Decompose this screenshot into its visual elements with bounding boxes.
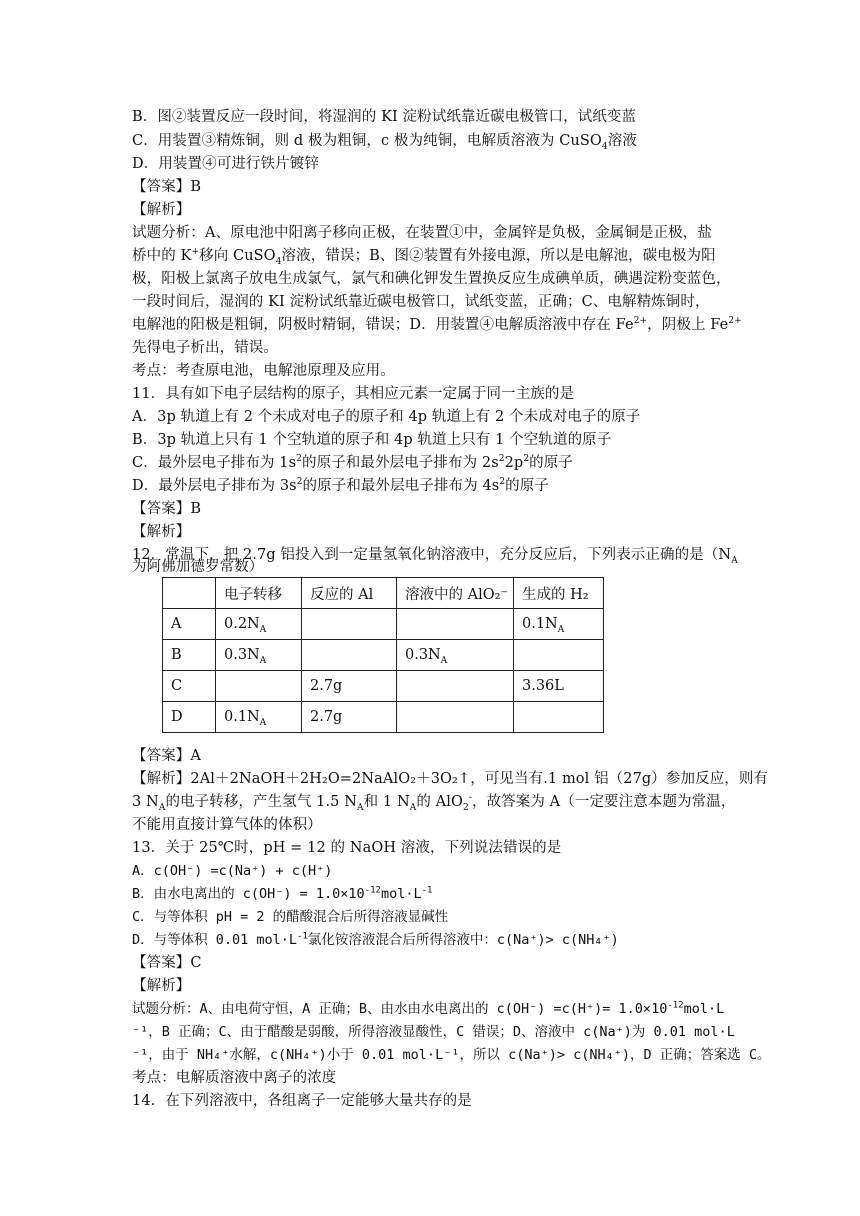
q10-analysis-line-2: 桥中的 K+移向 CuSO$_4$溶液，错误；B、图②装置有外接电源，所以是电解池，碳电极为阳 [132, 247, 716, 267]
q10-option-b: B．图②装置反应一段时间，将湿润的 KI 淀粉试纸靠近碳电极管口，试纸变蓝 [132, 109, 637, 125]
q10-answer: 【答案】B [132, 179, 202, 195]
table-cell: $0.3N_A$ [397, 640, 514, 671]
q11-answer: 【答案】B [132, 501, 202, 517]
table-header-cell: 反应的 Al [302, 578, 397, 609]
q13-analysis-line-1: 试题分析：A、由电荷守恒，A 正确；B、由水由水电离出的 $c(OH^-) =c(H^+)= 1.0\times 10^{-12}mol\cdot L$ [132, 1000, 725, 1017]
q12-analysis-line-3: 不能用直接计算气体的体积） [132, 817, 322, 833]
q10-analysis-line-1: 试题分析：A、原电池中阳离子移向正极，在装置①中，金属锌是负极，金属铜是正极，盐 [132, 225, 712, 241]
table-cell: 2.7g [302, 702, 397, 733]
table-row [163, 640, 604, 671]
q10-option-c: C．用装置③精炼铜，则 d 极为粗铜，c 极为纯铜，电解质溶液为 CuSO$_4$溶液 [132, 133, 637, 152]
q10-analysis-line-4: 一段时间后，湿润的 KI 淀粉试纸靠近碳电极管口，试纸变蓝，正确；C、电解精炼铜时， [132, 294, 710, 310]
q13-analysis-line-2: ⁻¹，B 正确；C、由于醋酸是弱酸，所得溶液显酸性，C 错误；D、溶液中 c(Na⁺)为 0.01 mol·L [132, 1024, 735, 1040]
q14-stem: 14．在下列溶液中，各组离子一定能够大量共存的是 [132, 1093, 472, 1109]
table-cell: A [163, 609, 216, 640]
q10-analysis-line-5: 电解池的阳极是粗铜，阴极时精铜，错误；D．用装置④电解质溶液中存在 $Fe^{2+}$，阴极上 $Fe^{2+}$ [132, 316, 742, 333]
q13-option-a: A．c(OH⁻) =c(Na⁺) + c(H⁺) [132, 863, 333, 879]
q13-stem: 13．关于 25℃时，pH = 12 的 NaOH 溶液，下列说法错误的是 [132, 840, 562, 856]
table-row [163, 702, 604, 733]
q12-stem-line-1: 12．常温下，把 2.7g 铝投入到一定量氢氧化钠溶液中，充分反应后，下列表示正确的是（$N_A$ [132, 547, 738, 566]
q12-analysis-line-2: 3 $N_A$的电子转移，产生氢气 1.5 $N_A$和 1 $N_A$的 AlO$_2$-，故答案为 A（一定要注意本题为常温， [132, 793, 736, 813]
q13-option-d: D．与等体积 0.01 $mol\cdot L^{-1}$氯化铵溶液混合后所得溶液中：c(Na⁺)> c(NH₄⁺) [132, 931, 619, 948]
q12-answer: 【答案】A [132, 748, 201, 764]
table-cell: 3.36L [514, 671, 604, 702]
table-cell: $0.1N_A$ [514, 609, 604, 640]
q13-kaodian: 考点：电解质溶液中离子的浓度 [132, 1070, 337, 1086]
table-cell: $0.2N_A$ [216, 609, 302, 640]
table-header-row [163, 578, 604, 609]
table-cell [397, 609, 514, 640]
q12-analysis-line-1: 【解析】2Al＋2NaOH＋2H₂O=2NaAlO₂＋3O₂↑，可见当有.1 mol 铝（27g）参加反应，则有 [132, 771, 769, 787]
q13-analysis-heading: 【解析】 [132, 978, 191, 994]
table-cell: D [163, 702, 216, 733]
table-row [163, 671, 604, 702]
table-header-cell: 电子转移 [216, 578, 302, 609]
table-cell [397, 702, 514, 733]
q11-option-a: A．3p 轨道上有 2 个未成对电子的原子和 4p 轨道上有 2 个未成对电子的原子 [132, 409, 641, 425]
q10-kaodian: 考点：考查原电池，电解池原理及应用。 [132, 363, 395, 379]
q10-option-d: D．用装置④可进行铁片镀锌 [132, 156, 319, 172]
table-cell [514, 640, 604, 671]
q11-option-d: D．最外层电子排布为 $3s^2$的原子和最外层电子排布为 $4s^2$的原子 [132, 477, 549, 494]
table-header-cell: 溶液中的 AlO₂⁻ [397, 578, 514, 609]
table-row [163, 609, 604, 640]
q11-option-c: C．最外层电子排布为 $1s^2$的原子和最外层电子排布为 $2s^22p^2$的原子 [132, 454, 573, 471]
table-cell [302, 640, 397, 671]
q13-analysis-line-3: ⁻¹，由于 NH₄⁺水解，c(NH₄⁺)小于 0.01 mol·L⁻¹，所以 c(Na⁺)> c(NH₄⁺)，D 正确；答案选 C。 [132, 1047, 771, 1063]
q11-analysis-heading: 【解析】 [132, 524, 191, 540]
table-cell: $0.3N_A$ [216, 640, 302, 671]
table-header-cell: 生成的 H₂ [514, 578, 604, 609]
q11-stem: 11．具有如下电子层结构的原子，其相应元素一定属于同一主族的是 [132, 386, 575, 402]
q10-analysis-heading: 【解析】 [132, 202, 191, 218]
table-cell [397, 671, 514, 702]
table-cell [514, 702, 604, 733]
q11-option-b: B．3p 轨道上只有 1 个空轨道的原子和 4p 轨道上只有 1 个空轨道的原子 [132, 432, 612, 448]
q12-options-table [162, 577, 604, 733]
q13-option-c: C．与等体积 pH = 2 的醋酸混合后所得溶液显碱性 [132, 909, 449, 925]
table-cell: C [163, 671, 216, 702]
q13-option-b: B．由水电离出的 $c(OH^-) = 1.0\times 10^{-12}mol\cdot L^{-1}$ [132, 885, 433, 902]
q10-analysis-line-6: 先得电子析出，错误。 [132, 340, 278, 356]
table-cell [302, 609, 397, 640]
table-cell: $0.1N_A$ [216, 702, 302, 733]
table-cell: 2.7g [302, 671, 397, 702]
q10-analysis-line-3: 极，阳极上氯离子放电生成氯气，氯气和碘化钾发生置换反应生成碘单质，碘遇淀粉变蓝色， [132, 271, 731, 287]
q13-answer: 【答案】C [132, 955, 202, 971]
table-cell: B [163, 640, 216, 671]
table-header-cell [163, 578, 216, 609]
table-cell [216, 671, 302, 702]
q12-stem-line-2: 为阿佛加德罗常数） [132, 559, 264, 575]
